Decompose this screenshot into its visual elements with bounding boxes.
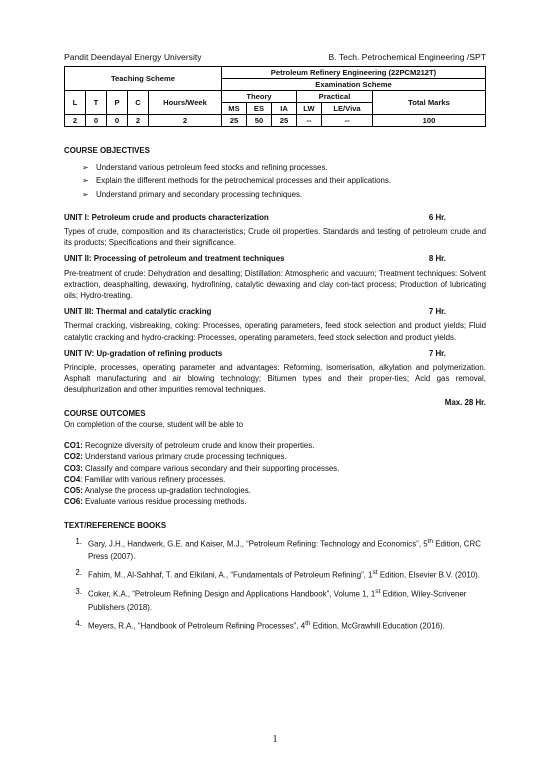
arrow-bullet-icon: ➢: [82, 163, 89, 173]
col-le-viva: LE/Viva: [322, 103, 373, 115]
col-practical: Practical: [297, 91, 373, 103]
val-l: 2: [65, 115, 86, 127]
page-header: [64, 52, 486, 62]
col-total: Total Marks: [373, 91, 486, 115]
list-item: CO5: Analyse the process up-gradation technologies.: [64, 486, 251, 496]
list-item: 4. Meyers, R.A., “Handbook of Petroleum Refining Processes”, 4th Edition, McGrawhill Education (2016).: [75, 619, 445, 631]
course-title: Petroleum Refinery Engineering (22PCM212T): [222, 67, 486, 79]
list-item: CO6: Evaluate various residue processing methods.: [64, 497, 247, 507]
col-lw: LW: [297, 103, 322, 115]
col-es: ES: [247, 103, 272, 115]
val-le-viva: --: [322, 115, 373, 127]
val-lw: --: [297, 115, 322, 127]
val-ia: 25: [272, 115, 297, 127]
syllabus-content: [64, 145, 486, 637]
unit-2-text: Pre-treatment of crude: Dehydration and desalting; Distillation: Atmospheric and vacuum; Treatment techniques: Solvent extraction, deasphalting, dewaxing, hydrofining, catalytic dewaxing and clay con-tact process; Production of lubricating oils; Hydro-treating.: [64, 268, 486, 301]
page-number: 1: [272, 734, 278, 745]
list-item: CO1: Recognize diversity of petroleum crude and know their properties.: [64, 441, 315, 451]
unit-hours: 8 Hr.: [428, 254, 446, 264]
val-total: 100: [373, 115, 486, 127]
outcomes-list: [64, 440, 486, 507]
scheme-table: [64, 66, 486, 127]
arrow-bullet-icon: ➢: [82, 189, 89, 199]
col-p: P: [107, 91, 128, 115]
list-item: CO4: Familiar with various refinery processes.: [64, 474, 226, 484]
max-hours: Max. 28 Hr.: [444, 397, 486, 407]
teaching-scheme-label: Teaching Scheme: [65, 67, 222, 91]
list-item: CO3: Classify and compare various secondary and their supporting processes.: [64, 463, 340, 473]
unit-hours: 7 Hr.: [428, 348, 446, 358]
list-item: ➢ Explain the different methods for the petrochemical processes and their applications.: [82, 176, 392, 186]
unit-2-heading: UNIT II: Processing of petroleum and treatment techniques 8 Hr.: [64, 254, 446, 264]
unit-4-heading: UNIT IV: Up-gradation of refining products 7 Hr.: [64, 348, 446, 358]
col-c: C: [128, 91, 149, 115]
list-item: 2. Fahim, M., Al-Sahhaf, T. and Elkilani, A., “Fundamentals of Petroleum Refining”, 1st Edition, Elsevier B.V. (2010).: [75, 568, 480, 580]
list-item: ➢ Understand primary and secondary processing techniques.: [82, 189, 303, 199]
list-item: 3. Coker, K.A., “Petroleum Refining Design and Applications Handbook”, Volume 1, 1st Edition, Wiley-Scrivener Publishers (2018).: [75, 587, 467, 612]
val-c: 2: [128, 115, 149, 127]
col-ms: MS: [222, 103, 247, 115]
list-item: 1. Gary, J.H., Handwerk, G.E. and Kaiser, M.J., “Petroleum Refining: Technology and Economics”, 5th Edition, CRC Press (2007).: [75, 536, 481, 561]
unit-3-text: Thermal cracking, visbreaking, coking: Processes, operating parameters, feed stock selection and product yields; Fluid catalytic cracking and hydro-cracking: Processes, operating parameters, feed stock selection and product yields.: [64, 321, 486, 342]
unit-hours: 6 Hr.: [428, 212, 446, 222]
col-t: T: [86, 91, 107, 115]
val-hours: 2: [149, 115, 222, 127]
col-ia: IA: [272, 103, 297, 115]
unit-1-text: Types of crude, composition and its characteristics; Crude oil properties. Standards and testing of petroleum crude and its products; Specifications and their significance.: [64, 227, 486, 248]
unit-1-heading: UNIT I: Petroleum crude and products characterization 6 Hr.: [64, 212, 446, 222]
col-hours: Hours/Week: [149, 91, 222, 115]
col-theory: Theory: [222, 91, 297, 103]
arrow-bullet-icon: ➢: [82, 176, 89, 186]
list-item: CO2: Understand various primary crude processing techniques.: [64, 452, 287, 462]
objectives-heading: COURSE OBJECTIVES: [64, 146, 150, 155]
outcomes-intro: On completion of the course, student will be able to: [64, 420, 243, 430]
col-l: L: [65, 91, 86, 115]
books-heading: TEXT/REFERENCE BOOKS: [64, 521, 167, 531]
val-es: 50: [247, 115, 272, 127]
books-list: [64, 536, 486, 634]
val-p: 0: [107, 115, 128, 127]
exam-scheme-label: Examination Scheme: [222, 79, 486, 91]
program-name: B. Tech. Petrochemical Engineering /SPT: [328, 52, 486, 62]
val-ms: 25: [222, 115, 247, 127]
list-item: ➢ Understand various petroleum feed stocks and refining processes.: [82, 163, 328, 173]
val-t: 0: [86, 115, 107, 127]
unit-4-text: Principle, processes, operating parameter and advantages: Reforming, isomerisation, alkylation and polymerization. Asphalt manufacturing and air blowing technology; Bitumen types and their proper-ties; Acid gas removal, desulphurization and other impurities removal techniques.: [64, 363, 486, 395]
university-name: Pandit Deendayal Energy University: [64, 52, 202, 62]
unit-3-heading: UNIT III: Thermal and catalytic cracking 7 Hr.: [64, 307, 446, 317]
objectives-list: [82, 162, 486, 200]
unit-hours: 7 Hr.: [428, 307, 446, 317]
outcomes-heading: COURSE OUTCOMES: [64, 408, 146, 418]
